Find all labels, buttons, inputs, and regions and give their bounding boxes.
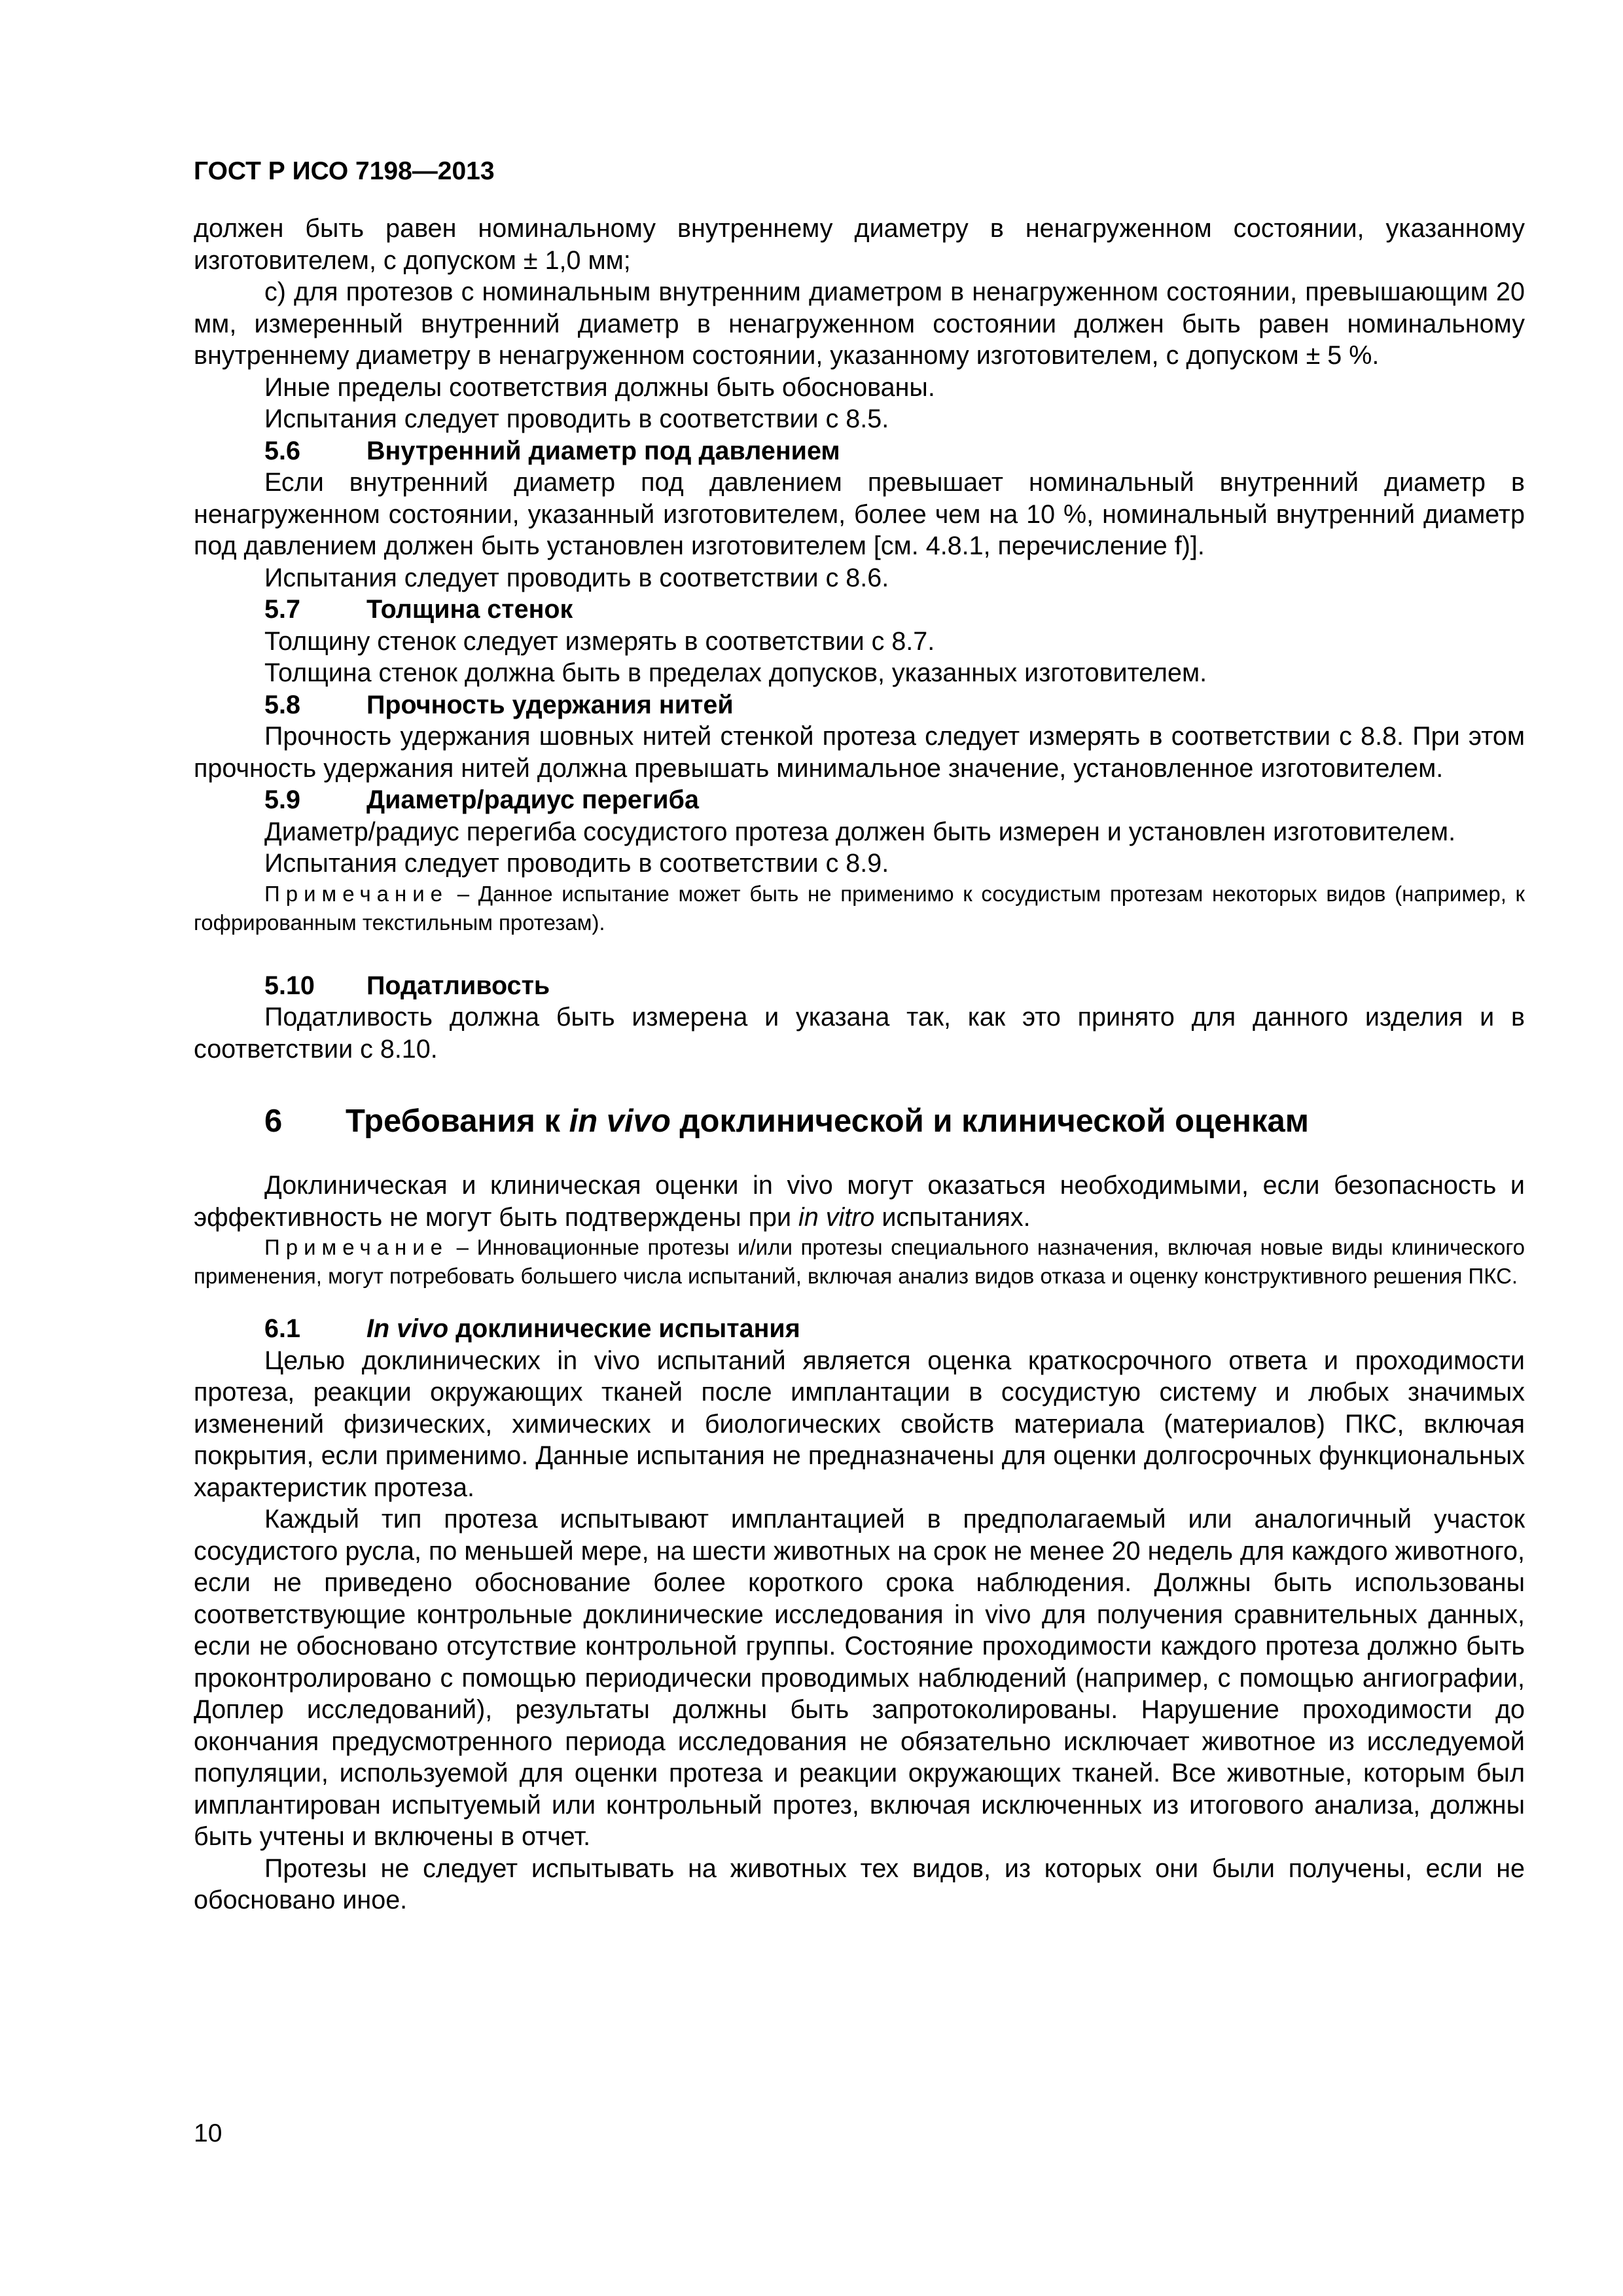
subsection-title: Податливость <box>366 971 550 1000</box>
document-header: ГОСТ Р ИСО 7198—2013 <box>194 157 495 185</box>
subsection-title-italic: In vivo <box>366 1314 449 1343</box>
subsection-title: Прочность удержания нитей <box>366 690 734 719</box>
paragraph: Прочность удержания шовных нитей стенкой протеза следует измерять в соответствии с 8.8. При этом прочность удержания нитей должна превышать минимальное значение, установленное изготовителем. <box>194 722 1525 783</box>
paragraph <box>194 1170 1525 1233</box>
subsection-number: 5.10 <box>264 971 315 1000</box>
paragraph: Иные пределы соответствия должны быть обоснованы. <box>264 372 935 402</box>
note <box>194 880 1525 937</box>
section-number: 6 <box>264 1103 283 1139</box>
subsection-heading-5-8 <box>194 689 1525 721</box>
text-span: испытаниях. <box>874 1202 1031 1232</box>
paragraph: Протезы не следует испытывать на животных тех видов, из которых они были получены, если не обосновано иное. <box>194 1854 1525 1914</box>
note-text: – Данное испытание может быть не применимо к сосудистым протезам некоторых видов (например, к гофрированным текстильным протезам). <box>194 881 1525 935</box>
subsection-title: Внутренний диаметр под давлением <box>366 436 840 465</box>
note <box>194 1233 1525 1291</box>
paragraph: Податливость должна быть измерена и указана так, как это принято для данного изделия и в соответствии с 8.10. <box>194 1003 1525 1064</box>
page-number: 10 <box>194 2119 223 2147</box>
section-heading-6 <box>194 1102 1525 1141</box>
paragraph: Испытания следует проводить в соответствии с 8.9. <box>264 849 889 878</box>
subsection-heading-5-6 <box>194 435 1525 467</box>
paragraph: Толщину стенок следует измерять в соответствии с 8.7. <box>264 626 935 656</box>
subsection-number: 5.6 <box>264 436 300 465</box>
subsection-heading-5-9 <box>194 784 1525 816</box>
paragraph: Каждый тип протеза испытывают имплантацией в предполагаемый или аналогичный участок сосудистого русла, по меньшей мере, на шести животных на срок не менее 20 недель для каждого животного, если не приведено обоснование более короткого срока наблюдения. Должны быть использованы соответствующие контрольные доклинические исследования in vivo для получения сравнительных данных, если не обосновано отсутствие контрольной группы. Состояние проходимости каждого протеза должно быть проконтролировано с помощью периодически проводимых наблюдений (например, с помощью ангиографии, Доплер исследований), результаты должны быть запротоколированы. Нарушение проходимости до окончания предусмотренного периода исследования не обязательно исключает животное из исследуемой популяции, используемой для оценки протеза и реакции окружающих тканей. Все животные, которым был имплантирован испытуемый или контрольный протез, включая исключенных из итогового анализа, должны быть учтены и включены в отчет. <box>194 1505 1525 1851</box>
text-span: Доклиническая и клиническая оценки in vivo могут оказаться необходимыми, если безопасность и эффективность не могут быть подтверждены при <box>194 1171 1525 1232</box>
subsection-number: 5.8 <box>264 690 300 719</box>
paragraph: Испытания следует проводить в соответствии с 8.6. <box>264 563 889 592</box>
subsection-number: 5.9 <box>264 785 300 814</box>
note-text: – Инновационные протезы и/или протезы специального назначения, включая новые виды клинического применения, могут потребовать большего числа испытаний, включая анализ видов отказа и оценку конструктивного решения ПКС. <box>194 1235 1525 1288</box>
page-content <box>194 213 1525 1916</box>
paragraph: c) для протезов с номинальным внутренним диаметром в ненагруженном состоянии, превышающим 20 мм, измеренный внутренний диаметр в ненагруженном состоянии должен быть равен номинальному внутреннему диаметру в ненагруженном состоянии, указанному изготовителем, с допуском ± 5 %. <box>194 278 1525 370</box>
subsection-heading-5-7 <box>194 594 1525 626</box>
note-label: Примечание <box>264 1235 449 1259</box>
section-title-italic: in vivo <box>569 1103 671 1139</box>
subsection-title: доклинические испытания <box>448 1314 800 1343</box>
paragraph: Целью доклинических in vivo испытаний является оценка краткосрочного ответа и проходимости протеза, реакции окружающих тканей после имплантации в сосудистую систему и любых значимых изменений физических, химических и биологических свойств материала (материалов) ПКС, включая покрытия, если применимо. Данные испытания не предназначены для оценки долгосрочных функциональных характеристик протеза. <box>194 1346 1525 1502</box>
section-title-part: доклинической и клинической оценкам <box>670 1103 1310 1139</box>
subsection-heading-6-1 <box>194 1313 1525 1345</box>
paragraph: должен быть равен номинальному внутреннему диаметру в ненагруженном состоянии, указанному изготовителем, с допуском ± 1,0 мм; <box>194 214 1525 275</box>
note-label: Примечание <box>264 881 449 906</box>
subsection-number: 5.7 <box>264 595 300 624</box>
paragraph: Диаметр/радиус перегиба сосудистого протеза должен быть измерен и установлен изготовителем. <box>264 817 1456 846</box>
subsection-heading-5-10 <box>194 970 1525 1002</box>
subsection-number: 6.1 <box>264 1314 300 1343</box>
paragraph: Толщина стенок должна быть в пределах допусков, указанных изготовителем. <box>264 658 1207 687</box>
paragraph: Если внутренний диаметр под давлением превышает номинальный внутренний диаметр в ненагруженном состоянии, указанный изготовителем, более чем на 10 %, номинальный внутренний диаметр под давлением должен быть установлен изготовителем [см. 4.8.1, перечисление f)]. <box>194 468 1525 560</box>
subsection-title: Диаметр/радиус перегиба <box>366 785 699 814</box>
subsection-title: Толщина стенок <box>366 595 573 624</box>
section-title-part: Требования к <box>346 1103 569 1139</box>
italic-term: in vitro <box>798 1202 875 1232</box>
paragraph: Испытания следует проводить в соответствии с 8.5. <box>264 404 889 433</box>
